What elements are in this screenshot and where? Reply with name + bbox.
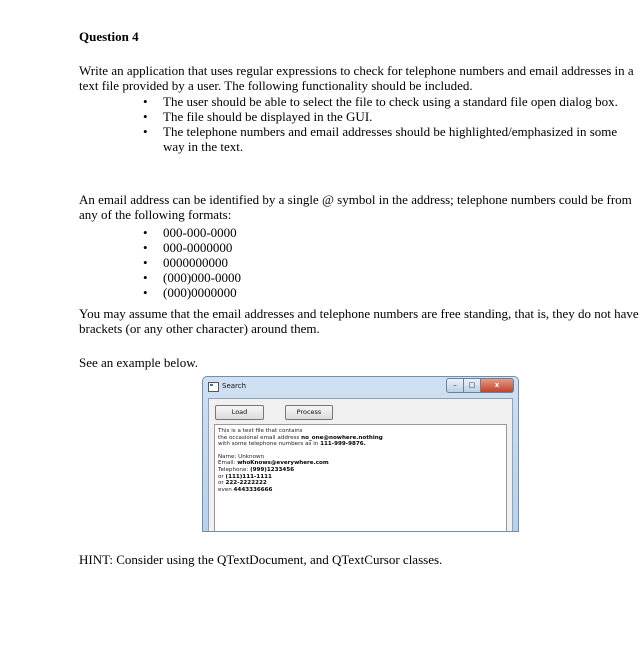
text-line: even 4443336666	[218, 486, 273, 493]
list-item: • 000-000-0000	[143, 225, 241, 240]
hint-text: HINT: Consider using the QTextDocument, and QTextCursor classes.	[79, 552, 443, 567]
text-line: This is a text file that contains	[218, 428, 303, 434]
close-icon[interactable]: x	[481, 378, 514, 393]
requirement-text: The user should be able to select the file to check using a standard file open dialog box.	[163, 94, 618, 109]
maximize-icon[interactable]: □	[464, 378, 481, 393]
text-line: with some telephone numbers as in 111-999-9876.	[218, 441, 366, 448]
intro-paragraph: Write an application that uses regular expressions to check for telephone numbers and email addresses in a text file provided by a user. The following functionality should be included.	[79, 63, 634, 93]
app-window-icon	[208, 382, 219, 392]
list-item	[143, 109, 633, 124]
question-heading: Question 4	[79, 29, 139, 44]
text-line: Email: whoKnows@everywhere.com	[218, 460, 329, 467]
text-line: Telephone: (999)1233456	[218, 466, 295, 473]
requirement-text: The telephone numbers and email addresses should be highlighted/emphasized in some way in the text.	[163, 124, 618, 154]
highlighted-phone: 222-2222222	[225, 480, 267, 487]
list-item	[143, 94, 633, 109]
phone-formats-list	[143, 225, 241, 300]
highlighted-phone: 111-999-9876.	[320, 441, 366, 448]
assumption-paragraph: You may assume that the email addresses and telephone numbers are free standing, that is, they do not have brackets (or any other character) around them.	[79, 306, 639, 336]
list-item	[143, 124, 633, 154]
highlighted-phone: 4443336666	[233, 486, 273, 493]
window-title: Search	[222, 382, 247, 390]
highlighted-phone: (999)1233456	[250, 466, 295, 473]
list-item: • 000-0000000	[143, 240, 241, 255]
text-line: or 222-2222222	[218, 480, 267, 487]
process-button[interactable]: Process	[285, 405, 333, 420]
list-item: • 0000000000	[143, 255, 241, 270]
highlighted-phone: (111)111-1111	[225, 473, 272, 480]
text-line: or (111)111-1111	[218, 473, 272, 480]
window-titlebar	[203, 377, 518, 397]
text-line: the occasional email address no_one@nowhere.nothing	[218, 434, 383, 441]
highlighted-email: no_one@nowhere.nothing	[301, 434, 383, 441]
requirements-list	[143, 94, 633, 154]
text-line: Name: Unknown	[218, 453, 265, 460]
requirement-text: The file should be displayed in the GUI.	[163, 109, 373, 124]
list-item: • (000)0000000	[143, 285, 241, 300]
load-button[interactable]: Load	[215, 405, 264, 420]
highlighted-email: whoKnows@everywhere.com	[237, 460, 329, 467]
window-controls	[446, 378, 514, 393]
file-text-display[interactable]	[214, 424, 507, 531]
see-example-text: See an example below.	[79, 355, 198, 370]
example-search-window	[202, 376, 519, 532]
email-paragraph: An email address can be identified by a single @ symbol in the address; telephone numbers could be from any of the following formats:	[79, 192, 632, 222]
list-item: • (000)000-0000	[143, 270, 241, 285]
window-client-area	[208, 398, 513, 531]
minimize-icon[interactable]: –	[446, 378, 464, 393]
